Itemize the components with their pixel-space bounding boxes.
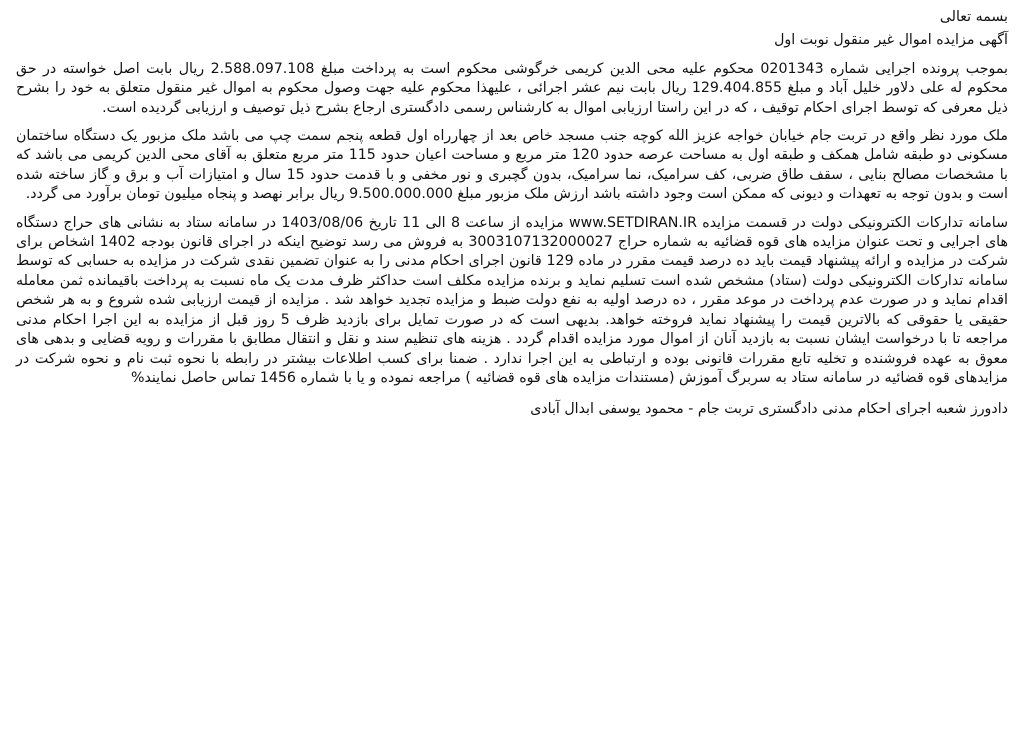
paragraph-auction-terms: سامانه تدارکات الکترونیکی دولت در قسمت مزایده www.SETDIRAN.IR مزایده از ساعت 8 الی 11 تاریخ 1403/08/06 در سامانه ستاد به نشانی های حراج دستگاه های اجرایی و تحت عنوان مزایده های قوه قضائیه به شماره حراج 3003107132000027 به فروش می رسد توضیح اینکه در اجرای قانون بودجه 1402 اشخاص برای شرکت در مزایده و ارائه پیشنهاد قیمت باید ده درصد قیمت مقرر در ماده 129 قانون اجرای احکام مدنی را به عنوان تضمین نقدی شرکت در مزایده به حسابی که توسط سامانه تدارکات الکترونیکی دولت (ستاد) مشخص شده است تسلیم نماید و برنده مزایده مکلف است حداکثر ظرف مدت یک ماه نسبت به پرداخت باقیمانده ثمن معامله اقدام نماید و در صورت عدم پرداخت در موعد مقرر ، ده درصد اولیه به نفع دولت ضبط و مزایده تجدید خواهد شد . مزایده از قیمت ارزیابی شده شروع و به هر شخص حقیقی یا حقوقی که بالاترین قیمت را پیشنهاد نماید فروخته خواهد. بدیهی است که در صورت تمایل برای بازدید ظرف 5 روز قبل از مزایده به این اجرا احکام مدنی مراجعه تا با درخواست ایشان نسبت به بازدید آنان از اموال مورد مزایده اقدام گردد . هزینه های تنظیم سند و نقل و انتقال مطابق با مقررات و رویه قضایی و بدهی های معوق به عهده فروشنده و تخلیه تابع مقررات قانونی بوده و ارتباطی به این اجرا ندارد . ضمنا برای کسب اطلاعات بیشتر در رابطه با نحوه ثبت نام و نحوه شرکت در مزایدهای قوه قضائیه در سامانه ستاد به سربرگ آموزش (مستندات مزایده های قوه قضائیه ) مراجعه نموده و یا با شماره 1456 تماس حاصل نمایند% xyxy=(16,214,1009,386)
invocation-line: بسمه تعالی xyxy=(939,9,1008,25)
paragraph-property-description: ملک مورد نظر واقع در تربت جام خیابان خواجه عزیز الله کوچه جنب مسجد خاص بعد از چهارراه اول قطعه پنجم سمت چپ می باشد ملک مزبور یک دستگاه ساختمان مسکونی دو طبقه شامل همکف و طبقه اول به مساحت عرصه حدود 120 متر مربع و مساحت اعیان حدود 115 متر مربع متعلق به آقای محی الدین کریمی می باشد که با مشخصات مصالح بنایی ، سقف طاق ضربی، کف سرامیک، نما سرامیک، بدون گچبری و نور مخفی و با قدمت حدود 15 سال و امتیازات آب و برق و گاز ساخته شده است و بدون توجه به تعهدات و دیونی که ممکن است وجود داشته باشد ارزش ملک مزبور مبلغ 9.500.000.000 ریال برابر نهصد و پنجاه میلیون تومان برآورد می گردد. xyxy=(16,128,1009,203)
notice-title: آگهی مزایده اموال غیر منقول نوبت اول xyxy=(774,32,1008,49)
paragraph-case-details: بموجب پرونده اجرایی شماره 0201343 محکوم علیه محی الدین کریمی خرگوشی محکوم است به پرداخت مبلغ 2.588.097.108 ریال بابت اصل خواسته در حق محکوم له علی دلاور خلیل آباد و مبلغ 129.404.855 ریال بابت نیم عشر اجرائی ، علیهذا محکوم علیه جهت وصول محکوم به اموال غیر منقول متعلق به خود را بشرح ذیل معرفی که توسط اجرای احکام توقیف ، که در این راستا ارزیابی اموال به کارشناس رسمی دادگستری ارجاع بشرح ذیل توصیف و ارزیابی گردیده است. xyxy=(16,60,1008,116)
signature-line: دادورز شعبه اجرای احکام مدنی دادگستری تربت جام - محمود یوسفی ابدال آبادی xyxy=(530,401,1008,418)
